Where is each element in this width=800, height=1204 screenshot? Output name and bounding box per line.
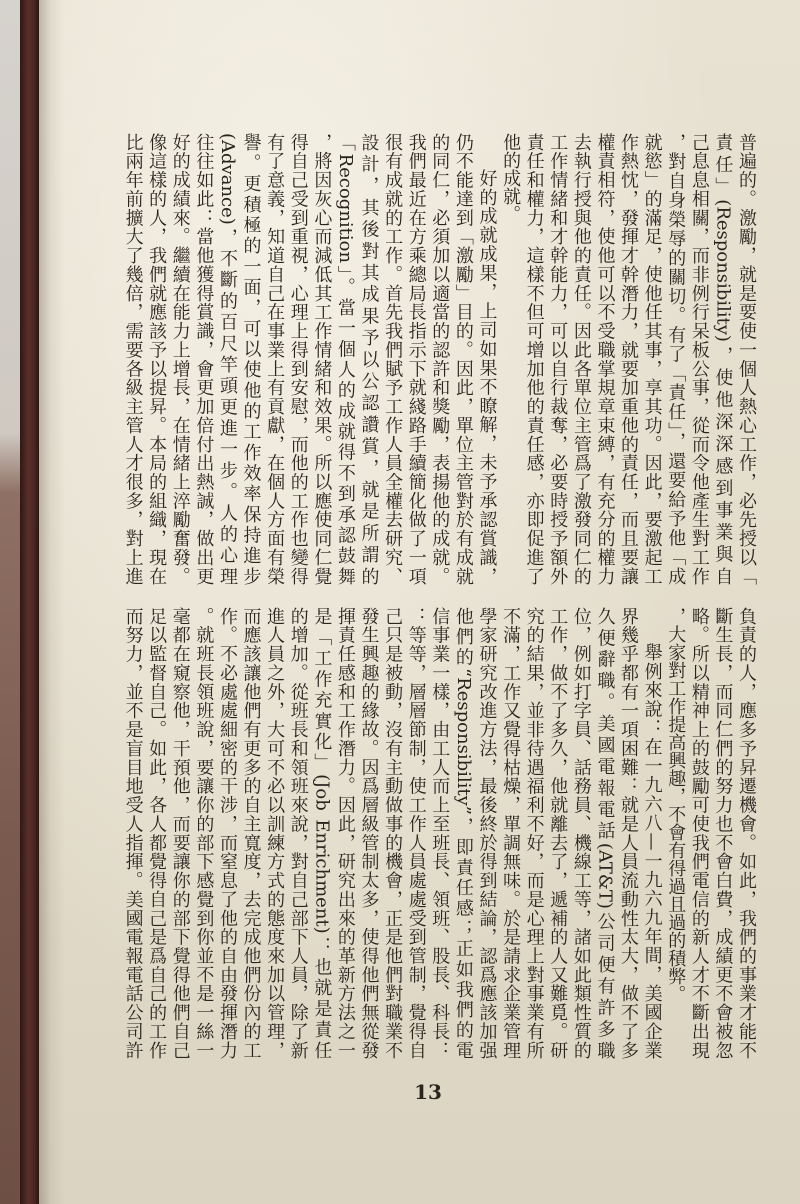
text-column: 舉例來說：在一九六八—一九六九年間，美國企業 (641, 643, 663, 1059)
text-column: 學家研究改進方法，最後終於得到結論，認爲應該加强 (476, 607, 498, 1059)
text-column: 得自己受到重視，心理上得到安慰，而他的工作也變得 (287, 133, 309, 585)
lower-text-block (121, 607, 758, 1059)
text-column: 就慾」的滿足，使他任其事，享其功。因此，要激起工 (641, 133, 663, 585)
text-column: 究的結果，並非待遇福利不好，而是心理上對事業有所 (523, 607, 545, 1059)
text-column: 足以監督自己。如此，各人都覺得自己是爲自己的工作 (146, 607, 168, 1059)
text-column: 好的成就成果，上司如果不瞭解，未予承認賞識， (476, 169, 498, 585)
text-column: 界幾乎都有一項困難：就是人員流動性太大，做不了多 (618, 607, 640, 1059)
text-column: 斷生長，而同仁們的努力也不會白費，成績更不會被忽 (712, 607, 734, 1059)
book-binding-edge (20, 0, 39, 1204)
text-column: 略。所以精神上的鼓勵可使我們電信的新人才不斷出現 (688, 607, 710, 1059)
text-column: (Advance)，不斷的百尺竿頭更進一步。人的心理 (216, 133, 238, 585)
text-column: ：等等，層層節制，使工作人員處處受到管制，覺得自 (405, 607, 427, 1059)
text-column: 譽。更積極的一面，可以使他的工作效率保持進步 (240, 133, 262, 585)
background-edge (0, 0, 20, 1204)
text-column: 工作，做不了多久，他就離去了，遞補的人又難覓。研 (547, 607, 569, 1059)
text-column: 作熱忱，發揮才幹潛力，就要加重他的責任，而且要讓 (618, 133, 640, 585)
upper-text-block (121, 133, 758, 585)
text-column: 而努力，並不是盲目地受人指揮。美國電報電話公司許 (122, 607, 144, 1059)
text-column: 普遍的。激勵，就是要使一個人熱心工作，必先授以「 (736, 133, 757, 585)
text-column: 責任」(Responsibility)，使他深深感到事業與自 (712, 133, 734, 585)
text-column: 往往如此：當他獲得賞識，會更加倍付出熱誠，做出更 (193, 133, 215, 585)
text-column: 是「工作充實化」(Job Enrichment)：也就是責任 (311, 607, 333, 1059)
text-column: 的同仁，必須加以適當的認許和獎勵，表揚他的成就。 (429, 133, 451, 585)
text-column: 責任和權力，這樣不但可增加他的責任感，亦即促進了 (523, 133, 545, 585)
text-column: 設計，其後對其成果予以公認讚賞，就是所謂的 (358, 133, 380, 585)
text-column: ，大家對工作提高興趣，不會有得過且過的積弊。 (665, 607, 687, 1003)
text-column: 好的成績來。繼續在能力上增長，在情緒上淬勵奮發。 (169, 133, 191, 585)
text-column: 位，例如打字員、話務員、機線工等，諸如此類性質的 (570, 607, 592, 1059)
text-column: 發生興趣的緣故。因爲層級管制太多，使得他們無從發 (358, 607, 380, 1059)
text-column: 工作情緒和才幹能力，可以自行裁奪，必要時授予額外 (547, 133, 569, 585)
text-column: 「Recognition」。當一個人的成就得不到承認鼓舞 (334, 133, 356, 585)
text-column: 己息息相關，而非例行呆板公事，從而令他產生對工作 (688, 133, 710, 585)
text-column: 。就班長領班說，要讓你的部下感覺到你並不是一絲一 (193, 607, 215, 1059)
text-column: 久便辭職。美國電報電話(AT&T)公司便有許多職 (594, 607, 616, 1059)
text-column: 負責的人，應多予昇遷機會。如此，我們的事業才能不 (736, 607, 757, 1059)
text-column: 進人員之外，大可不必以訓練方式的態度來加以管理， (264, 607, 286, 1059)
text-column: 信事業一樣，由工人而上至班長、領班、股長、科長： (429, 607, 451, 1059)
text-column: 作。不必處處細密的干涉，而窒息了他的自由發揮潛力 (216, 607, 238, 1059)
text-column: 有了意義，知道自己在事業上有貢獻，在個人方面有榮 (264, 133, 286, 585)
text-column: 己只是被動，沒有主動做事的機會，正是他們對職業不 (382, 607, 404, 1059)
text-column: 比兩年前擴大了幾倍，需要各級主管人才很多，對上進 (122, 133, 144, 585)
text-column: 仍不能達到「激勵」目的。因此，單位主管對於有成就 (452, 133, 474, 585)
text-column: 的增加。從班長和領班來說，對自己部下人員，除了新 (287, 607, 309, 1059)
text-column: 而應該讓他們有更多的自主寬度，去完成他們份內的工 (240, 607, 262, 1059)
text-column: 揮責任感和工作潛力。因此，研究出來的革新方法之一 (334, 607, 356, 1059)
text-column: 不滿，工作又覺得枯燥，單調無味。於是請求企業管理 (500, 607, 522, 1059)
text-column: 我們最近在方乘總局長指示下就綫路手續簡化做了一項 (405, 133, 427, 585)
text-column: 去執行授與他的責任。因此各單位主管爲了激發同仁的 (570, 133, 592, 585)
text-column: 毫都在窺察他，干預他，而要讓你的部下覺得他們自己 (169, 607, 191, 1059)
page-number: 13 (414, 1080, 442, 1104)
text-column: 他們的“Responsibility”，即責任感；正如我們的電 (452, 607, 474, 1059)
text-column: 權責相符，使他可以不受職掌規章束縛，有充分的權力 (594, 133, 616, 585)
text-column: 他的成就。 (500, 133, 522, 223)
gutter-shadow (39, 0, 65, 1204)
text-column: 像這樣的人，我們就應該予以提昇。本局的組織，現在 (146, 133, 168, 585)
text-column: ，將因灰心而減低其工作情緒和效果。所以應使同仁覺 (311, 133, 333, 585)
text-column: 很有成就的工作。首先我們賦予工作人員全權去研究、 (382, 133, 404, 585)
text-column: ，對自身榮辱的關切。有了「責任」，還要給予他「成 (665, 133, 687, 585)
